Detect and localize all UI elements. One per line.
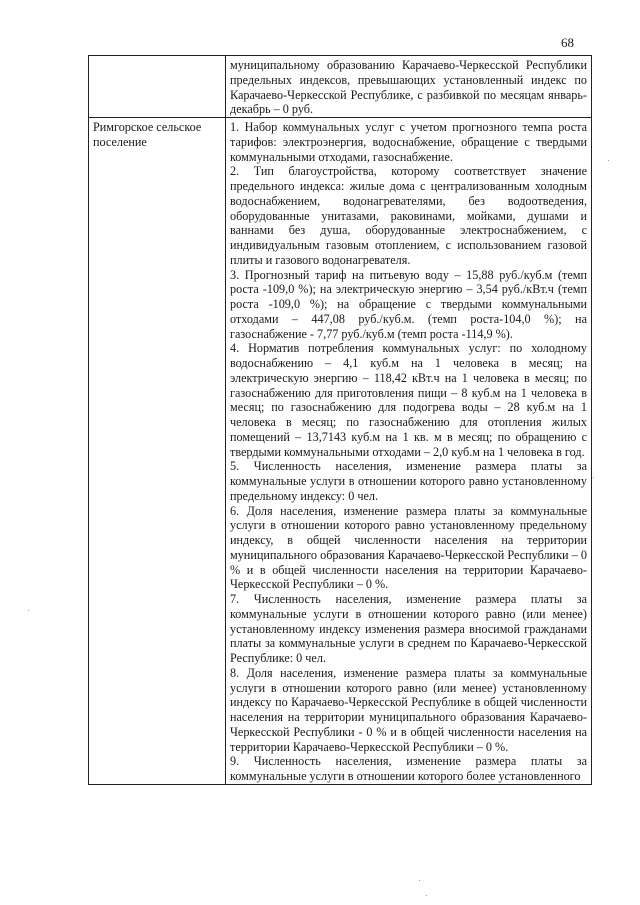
scan-speck — [419, 880, 420, 881]
scan-speck — [28, 610, 29, 611]
document-table — [88, 55, 592, 785]
table-row — [89, 118, 592, 785]
paragraph-5: 5. Численность населения, изменение размера платы за коммунальные услуги в отношении которого равно установленному предельному индексу: 0 чел. — [230, 459, 587, 503]
page-number: 68 — [561, 35, 574, 50]
scan-speck — [426, 895, 427, 896]
paragraph: муниципальному образованию Карачаево-Черкесской Республики предельных индексов, превышающих установленный индекс по Карачаево-Черкесской Республике, с разбивкой по месяцам январь-декабрь – 0 руб. — [230, 58, 587, 117]
table-row — [89, 56, 592, 118]
scan-speck — [593, 477, 594, 478]
paragraph-4: 4. Норматив потребления коммунальных услуг: по холодному водоснабжению – 4,1 куб.м на 1 человека в месяц; на электрическую энергию – 118,42 кВт.ч на 1 человека в месяц; по газоснабжению для приготовления пищи – 8 куб.м на 1 человека в месяц; по газоснабжению для подогрева воды – 28 куб.м на 1 человека в месяц; по газоснабжению для отопления жилых помещений – 13,7143 куб.м на 1 кв. м в месяц; по обращению с твердыми коммунальными отходами – 2,0 куб.м на 1 человека в год. — [230, 341, 587, 459]
paragraph-8: 8. Доля населения, изменение размера платы за коммунальные услуги в отношении которого равно (или менее) установленному индексу по Карачаево-Черкесской Республике в общей численности населения на территории муниципального образования Карачаево-Черкесской Республики - 0 % и в общей численности населения на территории Карачаево-Черкесской Республики – 0 %. — [230, 665, 587, 754]
paragraph-6: 6. Доля населения, изменение размера платы за коммунальные услуги в отношении которого равно установленному предельному индексу, в общей численности населения на территории муниципального образования Карачаево-Черкесской Республики – 0 % и в общей численности населения на территории Карачаево-Черкесской Республики – 0 %. — [230, 503, 587, 592]
paragraph-7: 7. Численность населения, изменение размера платы за коммунальные услуги в отношении которого равно (или менее) установленному индексу изменения размера вносимой гражданами платы за коммунальные услуги в среднем по Карачаево-Черкесской Республике: 0 чел. — [230, 592, 587, 665]
settlement-cell — [89, 56, 226, 118]
paragraph-3: 3. Прогнозный тариф на питьевую воду – 15,88 руб./куб.м (темп роста -109,0 %); на электрическую энергию – 3,54 руб./кВт.ч (темп роста -109,0 %); на обращение с твердыми коммунальными отходами – 447,08 руб./куб.м. (темп роста-104,0 %); на газоснабжение - 7,77 руб./куб.м (темп роста -114,9 %). — [230, 267, 587, 341]
scan-speck — [608, 160, 609, 161]
settlement-cell: Римгорское сельское поселение — [89, 118, 226, 785]
paragraph-9: 9. Численность населения, изменение размера платы за коммунальные услуги в отношении которого более установленного — [230, 754, 587, 783]
paragraph-1: 1. Набор коммунальных услуг с учетом прогнозного темпа роста тарифов: электроэнергия, водоснабжение, обращение с твердыми коммунальными отходами, газоснабжение. — [230, 120, 587, 164]
description-cell — [226, 118, 592, 785]
description-cell — [226, 56, 592, 118]
paragraph-2: 2. Тип благоустройства, которому соответствует значение предельного индекса: жилые дома с централизованным холодным водоснабжением, водонагревателями, без водоотведения, оборудованные унитазами, раковинами, мойками, душами и ваннами без душа, оборудованные электроснабжением, с индивидуальным газовым отоплением, с использованием газовой плиты и газового водонагревателя. — [230, 164, 587, 267]
